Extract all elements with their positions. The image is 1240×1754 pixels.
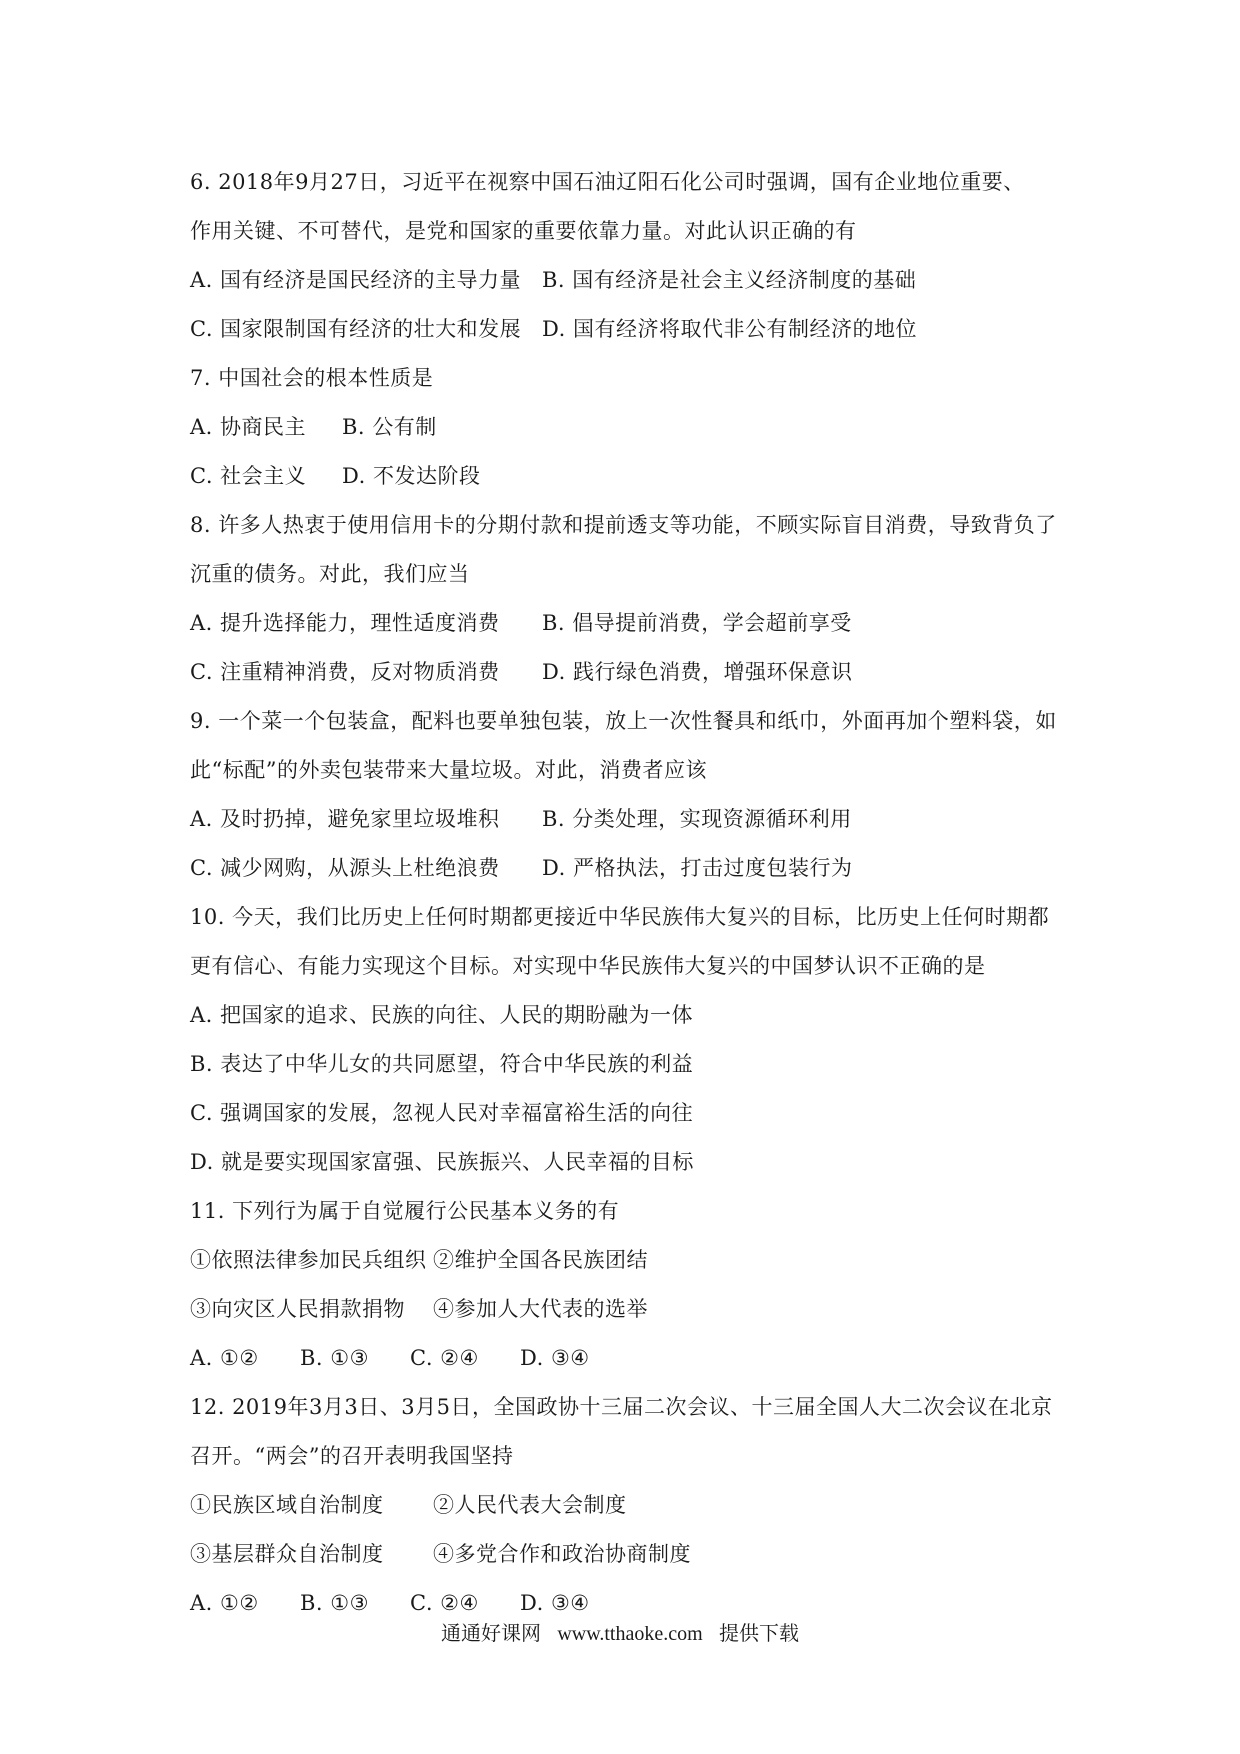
question-7-option-d: D. 不发达阶段 (342, 464, 481, 488)
question-12-answer-d: D. ③④ (520, 1591, 590, 1615)
question-12-item-row (190, 1530, 1070, 1579)
question-8-option-b: B. 倡导提前消费，学会超前享受 (542, 611, 852, 635)
question-9-option-c: C. 减少网购，从源头上杜绝浪费 (190, 856, 500, 880)
question-12-stem-line-1: 12. 2019年3月3日、3月5日，全国政协十三届二次会议、十三届全国人大二次会议在北京 (190, 1395, 1053, 1419)
question-12-answer-a: A. ①② (190, 1591, 259, 1615)
question-10-option-b: B. 表达了中华儿女的共同愿望，符合中华民族的利益 (190, 1052, 694, 1076)
question-9-option-d: D. 严格执法，打击过度包装行为 (542, 856, 853, 880)
question-8-option-row (190, 648, 1070, 697)
question-8-option-d: D. 践行绿色消费，增强环保意识 (542, 660, 853, 684)
question-12-answer-b: B. ①③ (300, 1591, 369, 1615)
question-11-item-2: ②维护全国各民族团结 (433, 1248, 648, 1272)
question-7-option-b: B. 公有制 (342, 415, 437, 439)
question-7-option-row (190, 403, 1070, 452)
question-10-option-d: D. 就是要实现国家富强、民族振兴、人民幸福的目标 (190, 1150, 694, 1174)
question-11-item-row (190, 1236, 1070, 1285)
question-7-option-a: A. 协商民主 (190, 415, 307, 439)
footer-url: www.tthaoke.com (557, 1623, 703, 1645)
footer-download-note: 提供下载 (719, 1621, 800, 1645)
question-6-option-row (190, 256, 1070, 305)
question-6-option-a: A. 国有经济是国民经济的主导力量 (190, 268, 522, 292)
question-list (190, 158, 1070, 1628)
question-11-item-4: ④参加人大代表的选举 (433, 1297, 648, 1321)
question-12-stem-line-2: 召开。“两会”的召开表明我国坚持 (190, 1444, 514, 1468)
question-11-stem: 11. 下列行为属于自觉履行公民基本义务的有 (190, 1199, 620, 1223)
question-7-stem: 7. 中国社会的根本性质是 (190, 366, 434, 390)
question-9-option-b: B. 分类处理，实现资源循环利用 (542, 807, 852, 831)
question-9-stem-line-2: 此“标配”的外卖包装带来大量垃圾。对此，消费者应该 (190, 758, 707, 782)
page-footer (0, 1617, 1240, 1650)
question-12-item-1: ①民族区域自治制度 (190, 1493, 384, 1517)
question-7-option-row (190, 452, 1070, 501)
question-6-stem-line-2: 作用关键、不可替代，是党和国家的重要依靠力量。对此认识正确的有 (190, 219, 857, 243)
question-7-option-c: C. 社会主义 (190, 464, 307, 488)
question-11-answer-c: C. ②④ (410, 1346, 479, 1370)
question-11-answer-a: A. ①② (190, 1346, 259, 1370)
question-6-stem-line-1: 6. 2018年9月27日，习近平在视察中国石油辽阳石化公司时强调，国有企业地位重要、 (190, 170, 1025, 194)
question-9-option-row (190, 844, 1070, 893)
question-6-option-b: B. 国有经济是社会主义经济制度的基础 (542, 268, 917, 292)
question-6-option-c: C. 国家限制国有经济的壮大和发展 (190, 317, 522, 341)
question-11-answer-d: D. ③④ (520, 1346, 590, 1370)
question-9-option-a: A. 及时扔掉，避免家里垃圾堆积 (190, 807, 500, 831)
question-10-stem-line-1: 10. 今天，我们比历史上任何时期都更接近中华民族伟大复兴的目标，比历史上任何时期都 (190, 905, 1050, 929)
question-11-item-1: ①依照法律参加民兵组织 (190, 1248, 427, 1272)
question-10-stem-line-2: 更有信心、有能力实现这个目标。对实现中华民族伟大复兴的中国梦认识不正确的是 (190, 954, 986, 978)
question-8-option-c: C. 注重精神消费，反对物质消费 (190, 660, 500, 684)
question-11-answer-row (190, 1334, 1070, 1383)
question-12-answer-c: C. ②④ (410, 1591, 479, 1615)
question-12-item-2: ②人民代表大会制度 (433, 1493, 627, 1517)
question-11-item-3: ③向灾区人民捐款捐物 (190, 1297, 405, 1321)
question-8-stem-line-2: 沉重的债务。对此，我们应当 (190, 562, 470, 586)
question-9-option-row (190, 795, 1070, 844)
question-12-item-3: ③基层群众自治制度 (190, 1542, 384, 1566)
footer-site-name: 通通好课网 (440, 1621, 541, 1645)
question-9-stem-line-1: 9. 一个菜一个包装盒，配料也要单独包装，放上一次性餐具和纸巾，外面再加个塑料袋，如 (190, 709, 1057, 733)
question-6-option-d: D. 国有经济将取代非公有制经济的地位 (542, 317, 917, 341)
question-10-option-c: C. 强调国家的发展，忽视人民对幸福富裕生活的向往 (190, 1101, 694, 1125)
question-11-item-row (190, 1285, 1070, 1334)
question-6-option-row (190, 305, 1070, 354)
question-8-option-a: A. 提升选择能力，理性适度消费 (190, 611, 500, 635)
question-8-option-row (190, 599, 1070, 648)
question-10-option-a: A. 把国家的追求、民族的向往、人民的期盼融为一体 (190, 1003, 694, 1027)
question-12-item-4: ④多党合作和政治协商制度 (433, 1542, 691, 1566)
question-12-item-row (190, 1481, 1070, 1530)
question-8-stem-line-1: 8. 许多人热衷于使用信用卡的分期付款和提前透支等功能，不顾实际盲目消费，导致背负了 (190, 513, 1057, 537)
question-11-answer-b: B. ①③ (300, 1346, 369, 1370)
